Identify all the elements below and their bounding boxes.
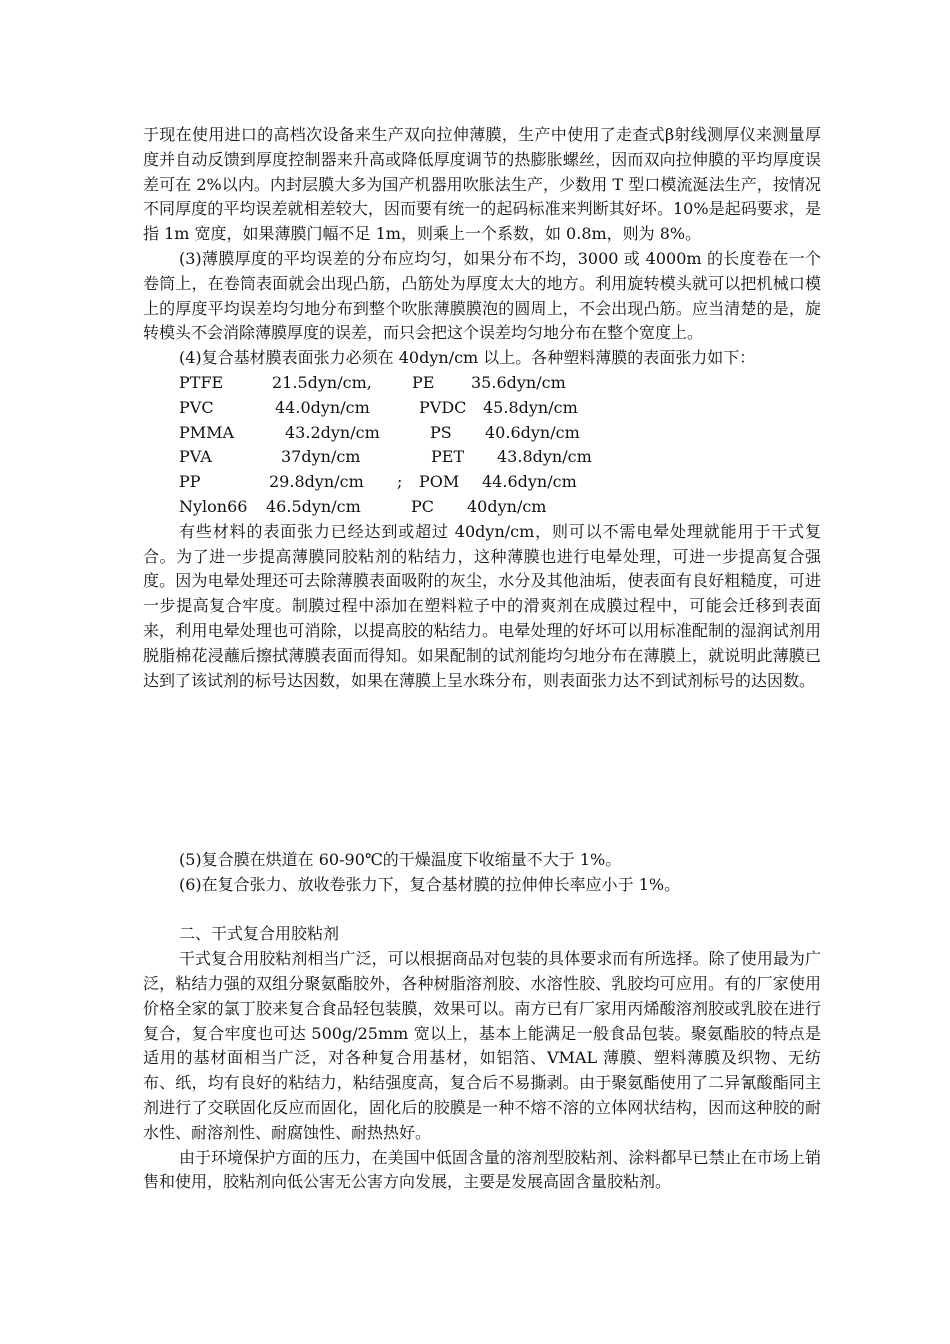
tension-row [143, 421, 821, 446]
tension-value: 35.6dyn/cm [471, 372, 566, 392]
material-name: POM [419, 472, 460, 492]
tension-value: 43.8dyn/cm [497, 447, 592, 467]
tension-value: 29.8dyn/cm [269, 472, 364, 492]
paragraph-4: (4)复合基材膜表面张力必须在 40dyn/cm 以上。各种塑料薄膜的表面张力如下： [179, 348, 756, 368]
material-name: PE [412, 372, 435, 392]
paragraph-adhesive: 干式复合用胶粘剂相当广泛，可以根据商品对包装的具体要求而有所选择。除了使用最为广泛，粘结力强的双组分聚氨酯胶外，各种树脂溶剂胶、水溶性胶、乳胶均可应用。有的厂家使用价格全家的氯丁胶来复合食品轻包装膜，效果可以。南方已有厂家用丙烯酸溶剂胶或乳胶在进行复合，复合牢度也可达 500g/25mm 宽以上，基本上能满足一般食品包装。聚氨酯胶的特点是适用的基材面相当广泛，对各种复合用基材，如铝箔、VMAL 薄膜、塑料薄膜及织物、无纺布、纸，均有良好的粘结力，粘结强度高，复合后不易撕剥。由于聚氨酯使用了二异氰酸酯同主剂进行了交联固化反应而固化，固化后的胶膜是一种不熔不溶的立体网状结构，因而这种胶的耐水性、耐溶剂性、耐腐蚀性、耐热热好。 [143, 949, 821, 1142]
material-name: PC [411, 496, 435, 516]
blank-line [143, 898, 821, 923]
material-name: PVA [179, 447, 212, 467]
material-name: PMMA [179, 422, 235, 442]
tension-value: 44.0dyn/cm [275, 397, 370, 417]
tension-value: 40.6dyn/cm [485, 422, 580, 442]
material-name: PVDC [419, 397, 467, 417]
tension-row [143, 396, 821, 421]
tension-value: 43.2dyn/cm [285, 422, 380, 442]
tension-value: 21.5dyn/cm, [272, 372, 372, 392]
tension-value: 37dyn/cm [281, 447, 361, 467]
material-name: PP [179, 472, 201, 492]
tension-table [143, 371, 821, 520]
tension-value: 46.5dyn/cm [266, 496, 361, 516]
row-separator: ; [397, 472, 403, 492]
tension-row [143, 371, 821, 396]
material-name: PET [431, 447, 465, 467]
tension-value: 40dyn/cm [467, 496, 547, 516]
tension-value: 44.6dyn/cm [482, 472, 577, 492]
paragraph-5: (5)复合膜在烘道在 60-90℃的干燥温度下收缩量不大于 1%。 [179, 850, 622, 869]
tension-value: 45.8dyn/cm [483, 397, 578, 417]
tension-row [143, 495, 821, 520]
material-name: PS [430, 422, 452, 442]
material-name: PVC [179, 397, 214, 417]
tension-row [143, 445, 821, 470]
paragraph-corona: 有些材料的表面张力已经达到或超过 40dyn/cm，则可以不需电晕处理就能用于干式复合。为了进一步提高薄膜同胶粘剂的粘结力，这种薄膜也进行电晕处理，可进一步提高复合强度。因为电晕处理还可去除薄膜表面吸附的灰尘，水分及其他油垢，使表面有良好粗糙度，可进一步提高复合牢度。制膜过程中添加在塑料粒子中的滑爽剂在成膜过程中，可能会迁移到表面来，利用电晕处理也可消除，以提高胶的粘结力。电晕处理的好坏可以用标准配制的湿润试剂用脱脂棉花浸蘸后擦拭薄膜表面而得知。如果配制的试剂能均匀地分布在薄膜上，就说明此薄膜已达到了该试剂的标号达因数，如果在薄膜上呈水珠分布，则表面张力达不到试剂标号的达因数。 [143, 521, 821, 690]
text-block-top [143, 123, 821, 693]
tension-row [143, 470, 821, 495]
text-block-bottom [143, 848, 821, 1195]
paragraph-environment: 由于环境保护方面的压力，在美国中低固含量的溶剂型胶粘剂、涂料都早已禁止在市场上销售和使用，胶粘剂向低公害无公害方向发展，主要是发展高固含量胶粘剂。 [143, 1147, 821, 1192]
paragraph-3: (3)薄膜厚度的平均误差的分布应均匀，如果分布不均，3000 或 4000m 的长度卷在一个卷筒上，在卷筒表面就会出现凸筋，凸筋处为厚度太大的地方。利用旋转模头就可以把机械口模上的厚度平均误差均匀地分布到整个吹胀薄膜膜泡的圆周上，不会出现凸筋。应当清楚的是，旋转模头不会消除薄膜厚度的误差，而只会把这个误差均匀地分布在整个宽度上。 [143, 248, 821, 343]
paragraph-6: (6)在复合张力、放收卷张力下，复合基材膜的拉伸伸长率应小于 1%。 [179, 874, 681, 894]
material-name: Nylon66 [179, 496, 248, 516]
paragraph-intro: 于现在使用进口的高档次设备来生产双向拉伸薄膜，生产中使用了走查式β射线测厚仪来测量厚度并自动反馈到厚度控制器来升高或降低厚度调节的热膨胀螺丝，因而双向拉伸膜的平均厚度误差可在 2%以内。内封层膜大多为国产机器用吹胀法生产，少数用 T 型口模流涎法生产，按情况不同厚度的平均误差就相差较大，因而要有统一的起码标准来判断其好坏。10%是起码要求，是指 1m 宽度，如果薄膜门幅不足 1m，则乘上一个系数，如 0.8m，则为 8%。 [143, 125, 821, 244]
material-name: PTFE [179, 372, 224, 392]
section-heading: 二、干式复合用胶粘剂 [179, 924, 340, 944]
